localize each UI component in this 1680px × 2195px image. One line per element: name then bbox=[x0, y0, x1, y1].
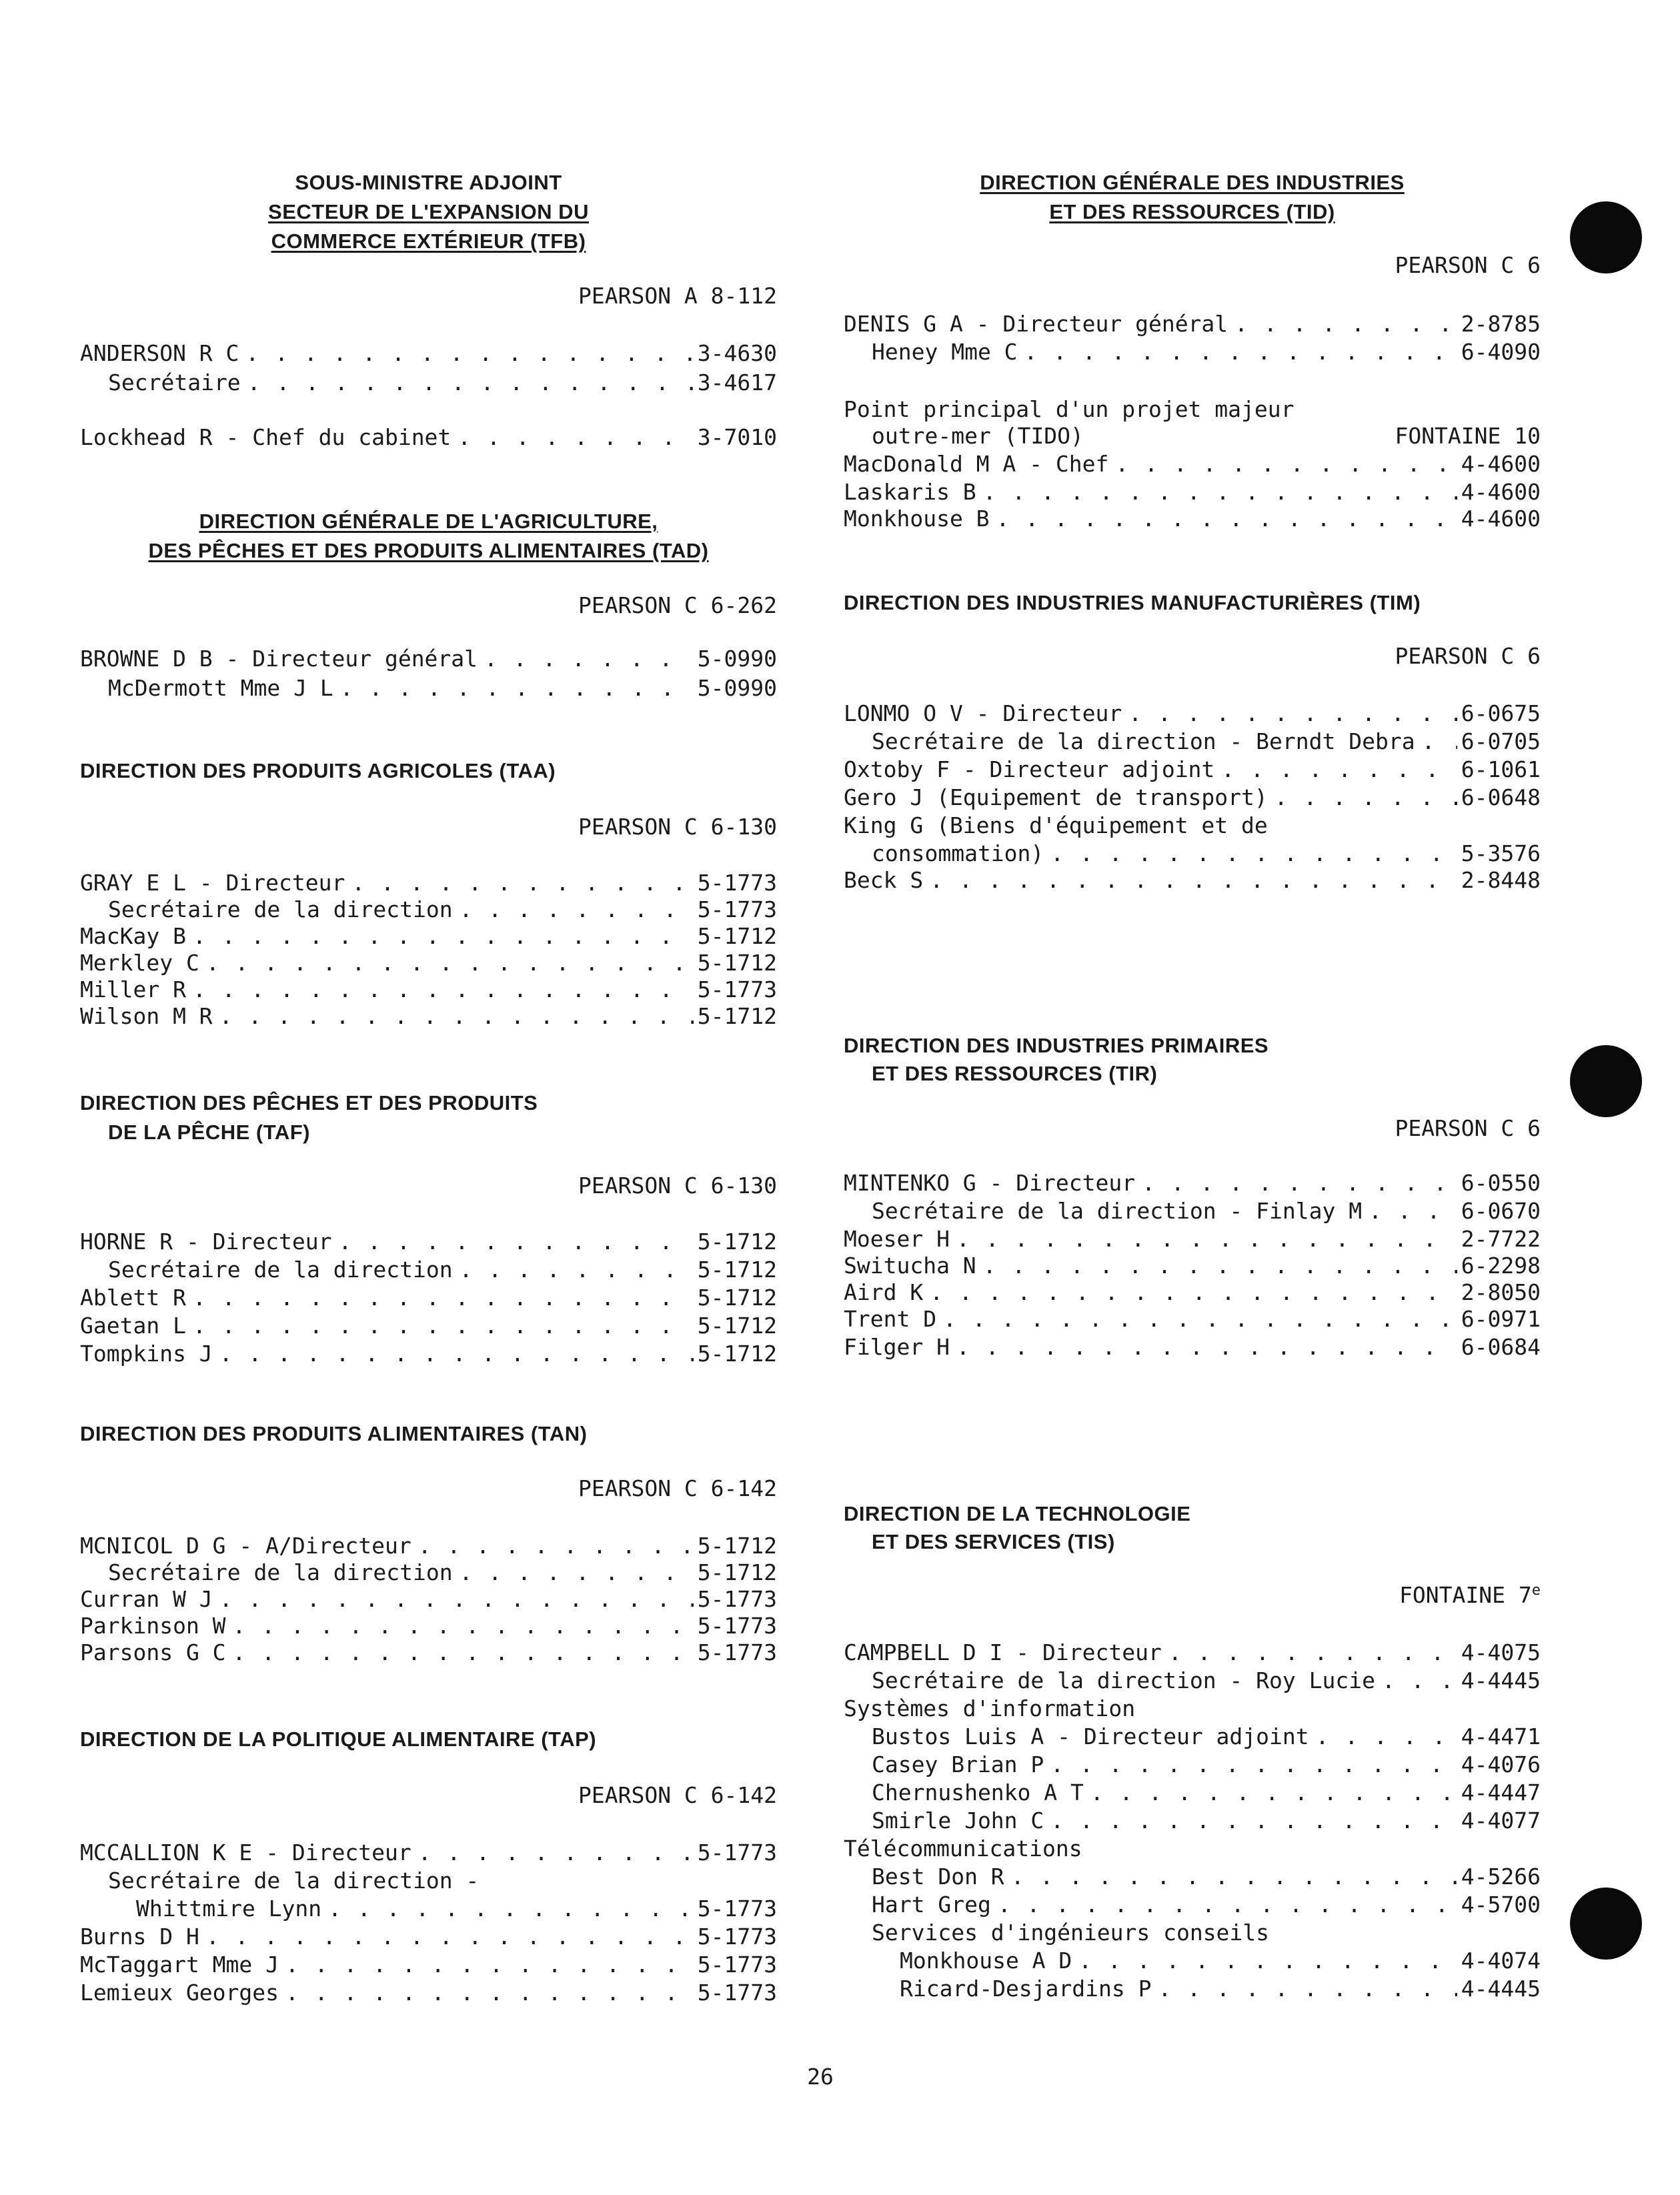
punch-hole bbox=[1570, 1888, 1642, 1960]
section-title: DIRECTION DES INDUSTRIES PRIMAIRES bbox=[844, 1034, 1269, 1057]
directory-entry: Gero J (Equipement de transport) . . . 6-0648 bbox=[844, 783, 1541, 812]
directory-entry: Secrétaire de la direction . . . 5-1712 bbox=[80, 1558, 777, 1587]
directory-entry: Monkhouse A D . . . 4-4074 bbox=[844, 1946, 1541, 1976]
section-title: DIRECTION GÉNÉRALE DE L'AGRICULTURE, bbox=[199, 510, 658, 533]
directory-entry: Hart Greg . . . 4-5700 bbox=[844, 1890, 1541, 1920]
directory-entry: MCCALLION K E - Directeur . . . 5-1773 bbox=[80, 1838, 777, 1868]
directory-entry: McTaggart Mme J . . . 5-1773 bbox=[80, 1950, 777, 1980]
directory-entry: Merkley C . . . 5-1712 bbox=[80, 948, 777, 978]
directory-entry: Curran W J . . . 5-1773 bbox=[80, 1585, 777, 1614]
directory-entry: Monkhouse B . . . 4-4600 bbox=[844, 504, 1541, 534]
section-title: DE LA PÊCHE (TAF) bbox=[108, 1121, 310, 1144]
directory-entry: Parkinson W . . . 5-1773 bbox=[80, 1611, 777, 1641]
directory-entry: Switucha N . . . 6-2298 bbox=[844, 1251, 1541, 1281]
section-title: DIRECTION DE LA POLITIQUE ALIMENTAIRE (TAP) bbox=[80, 1727, 597, 1751]
location-label: PEARSON C 6-142 bbox=[578, 1782, 777, 1808]
location-label: PEARSON C 6-142 bbox=[578, 1475, 777, 1501]
directory-entry: Burns D H . . . 5-1773 bbox=[80, 1922, 777, 1952]
punch-hole bbox=[1570, 201, 1642, 273]
directory-entry: Best Don R . . . 4-5266 bbox=[844, 1862, 1541, 1892]
section-title: DIRECTION DES PRODUITS AGRICOLES (TAA) bbox=[80, 759, 556, 782]
subsection-label: outre-mer (TIDO) FONTAINE 10 bbox=[872, 423, 1541, 449]
section-title: DIRECTION DE LA TECHNOLOGIE bbox=[844, 1502, 1191, 1525]
location-label: PEARSON C 6 bbox=[1395, 252, 1541, 278]
directory-entry: Parsons G C . . . 5-1773 bbox=[80, 1638, 777, 1667]
section-title: COMMERCE EXTÉRIEUR (TFB) bbox=[271, 229, 586, 253]
location-label: PEARSON C 6 bbox=[1395, 643, 1541, 669]
location-label: FONTAINE 7e bbox=[1399, 1582, 1541, 1608]
directory-entry: Trent D . . . 6-0971 bbox=[844, 1305, 1541, 1334]
directory-entry: MacKay B . . . 5-1712 bbox=[80, 922, 777, 951]
subsection-label: Services d'ingénieurs conseils bbox=[872, 1920, 1270, 1946]
directory-entry: Secrétaire de la direction - Berndt Debra . . . 6-0705 bbox=[844, 727, 1541, 756]
location-label: PEARSON C 6-130 bbox=[578, 814, 777, 840]
punch-hole bbox=[1570, 1045, 1642, 1117]
directory-entry: consommation) . . . 5-3576 bbox=[844, 839, 1541, 868]
directory-entry: Secrétaire de la direction . . . 5-1712 bbox=[80, 1255, 777, 1285]
directory-entry: McDermott Mme J L . . . 5-0990 bbox=[80, 674, 777, 703]
directory-entry: Lemieux Georges . . . 5-1773 bbox=[80, 1978, 777, 2008]
directory-entry: Whittmire Lynn . . . 5-1773 bbox=[80, 1894, 777, 1924]
directory-entry: Ablett R . . . 5-1712 bbox=[80, 1283, 777, 1313]
page-number: 26 bbox=[807, 2064, 834, 2090]
directory-entry: Gaetan L . . . 5-1712 bbox=[80, 1311, 777, 1341]
section-title: ET DES RESSOURCES (TID) bbox=[1049, 200, 1335, 223]
subsection-label: Systèmes d'information bbox=[844, 1695, 1136, 1721]
directory-entry: Lockhead R - Chef du cabinet . . . 3-7010 bbox=[80, 423, 777, 452]
section-title: DES PÊCHES ET DES PRODUITS ALIMENTAIRES (TAD) bbox=[148, 539, 709, 562]
directory-entry: Tompkins J . . . 5-1712 bbox=[80, 1339, 777, 1369]
directory-entry: Aird K . . . 2-8050 bbox=[844, 1278, 1541, 1307]
directory-entry: ANDERSON R C . . . 3-4630 bbox=[80, 339, 777, 368]
location-label: PEARSON C 6-130 bbox=[578, 1173, 777, 1199]
directory-entry: BROWNE D B - Directeur général . . . 5-0990 bbox=[80, 644, 777, 674]
directory-entry: Filger H . . . 6-0684 bbox=[844, 1333, 1541, 1362]
directory-entry: Moeser H . . . 2-7722 bbox=[844, 1225, 1541, 1254]
directory-entry: CAMPBELL D I - Directeur . . . 4-4075 bbox=[844, 1638, 1541, 1667]
directory-entry: Secrétaire de la direction - Roy Lucie . . . 4-4445 bbox=[844, 1666, 1541, 1695]
location-label: PEARSON A 8-112 bbox=[578, 283, 777, 309]
directory-entry: Chernushenko A T . . . 4-4447 bbox=[844, 1778, 1541, 1807]
directory-entry: King G (Biens d'équipement et de bbox=[844, 812, 1268, 838]
directory-entry: Laskaris B . . . 4-4600 bbox=[844, 478, 1541, 507]
section-title: SOUS-MINISTRE ADJOINT bbox=[295, 171, 562, 194]
directory-entry: Oxtoby F - Directeur adjoint . . . 6-1061 bbox=[844, 755, 1541, 784]
section-title: SECTEUR DE L'EXPANSION DU bbox=[268, 200, 589, 223]
directory-entry: Secrétaire . . . 3-4617 bbox=[80, 368, 777, 398]
directory-entry: MCNICOL D G - A/Directeur . . . 5-1712 bbox=[80, 1531, 777, 1561]
directory-entry: LONMO O V - Directeur . . . 6-0675 bbox=[844, 699, 1541, 728]
section-title: DIRECTION DES PÊCHES ET DES PRODUITS bbox=[80, 1091, 538, 1115]
directory-entry: Miller R . . . 5-1773 bbox=[80, 975, 777, 1004]
directory-entry: Ricard-Desjardins P . . . 4-4445 bbox=[844, 1974, 1541, 2004]
location-label: PEARSON C 6-262 bbox=[578, 592, 777, 618]
location-label: PEARSON C 6 bbox=[1395, 1115, 1541, 1141]
directory-entry: Bustos Luis A - Directeur adjoint . . . 4-4471 bbox=[844, 1722, 1541, 1751]
directory-entry: HORNE R - Directeur . . . 5-1712 bbox=[80, 1227, 777, 1257]
directory-entry: Secrétaire de la direction - Finlay M . . . 6-0670 bbox=[844, 1197, 1541, 1226]
section-title: ET DES RESSOURCES (TIR) bbox=[872, 1062, 1158, 1085]
directory-entry: Secrétaire de la direction . . . 5-1773 bbox=[80, 895, 777, 924]
directory-entry: Smirle John C . . . 4-4077 bbox=[844, 1806, 1541, 1836]
directory-entry: Heney Mme C . . . 6-4090 bbox=[844, 337, 1541, 367]
directory-entry: Beck S . . . 2-8448 bbox=[844, 866, 1541, 895]
subsection-label: Télécommunications bbox=[844, 1836, 1082, 1862]
directory-entry: Wilson M R . . . 5-1712 bbox=[80, 1002, 777, 1031]
directory-entry: Secrétaire de la direction - bbox=[108, 1868, 480, 1894]
directory-entry: Casey Brian P . . . 4-4076 bbox=[844, 1750, 1541, 1779]
section-title: ET DES SERVICES (TIS) bbox=[872, 1530, 1115, 1553]
directory-entry: MacDonald M A - Chef . . . 4-4600 bbox=[844, 450, 1541, 479]
section-title: DIRECTION DES PRODUITS ALIMENTAIRES (TAN) bbox=[80, 1422, 588, 1445]
directory-entry: DENIS G A - Directeur général . . . 2-8785 bbox=[844, 309, 1541, 339]
section-title: DIRECTION GÉNÉRALE DES INDUSTRIES bbox=[980, 171, 1405, 194]
section-title: DIRECTION DES INDUSTRIES MANUFACTURIÈRES (TIM) bbox=[844, 591, 1421, 614]
subsection-label: Point principal d'un projet majeur bbox=[844, 396, 1295, 422]
directory-entry: GRAY E L - Directeur . . . 5-1773 bbox=[80, 868, 777, 898]
directory-entry: MINTENKO G - Directeur . . . 6-0550 bbox=[844, 1169, 1541, 1198]
